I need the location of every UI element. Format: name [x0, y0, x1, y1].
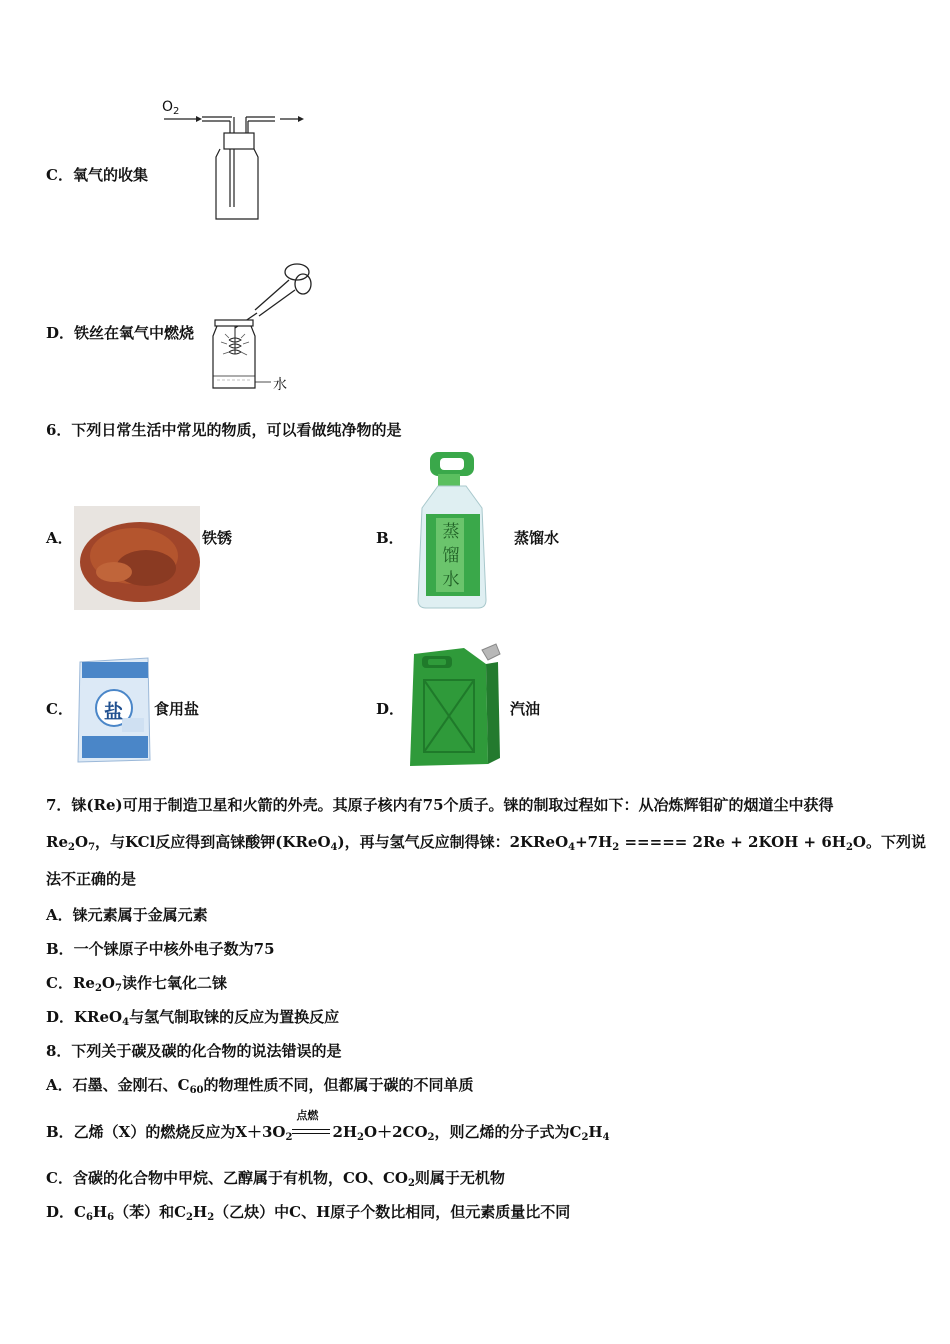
bottle-char-1: 蒸	[442, 522, 460, 542]
bottle-label-text	[438, 520, 464, 592]
q7-text-part: ===== 2Re + 2KOH + 6H	[619, 833, 846, 851]
q6-option-a-letter: A．	[46, 529, 73, 547]
gas-symbol: O	[162, 99, 174, 115]
q7-subscript: 2	[94, 983, 102, 994]
q8-text-part: H	[92, 1203, 108, 1221]
q8-option-a	[46, 1075, 474, 1095]
q7-subscript: 4	[568, 842, 576, 853]
q7-text-part: 读作七氧化二铼	[121, 974, 227, 992]
q8-subscript: 2	[407, 1178, 415, 1189]
q7-option-a: A．铼元素属于金属元素	[46, 906, 208, 924]
q8-subscript: 4	[602, 1132, 610, 1143]
q7-text-part: C．Re	[46, 974, 95, 992]
q8-text-part: （乙炔）中C、H原子个数比相同，但元素质量比不同	[214, 1203, 571, 1221]
q7-subscript: 4	[122, 1017, 130, 1028]
q8-subscript: 2	[186, 1212, 193, 1223]
q6-option-b-text: 蒸馏水	[514, 529, 560, 547]
iron-burning-drawing	[205, 258, 325, 398]
q7-option-c	[46, 973, 227, 993]
distilled-water-bottle	[412, 450, 492, 612]
q8-text-part: 则属于无机物	[414, 1169, 505, 1187]
q5-option-c-label: C．氧气的收集	[46, 166, 148, 184]
water-label: 水	[273, 377, 287, 393]
q8-text-part: （苯）和C	[114, 1203, 187, 1221]
reaction-condition: 点燃	[296, 1109, 319, 1122]
q7-text-part: D．KReO	[46, 1008, 123, 1026]
q7-text-part: +7H	[575, 833, 613, 851]
q8-option-d	[46, 1202, 570, 1222]
q6-option-c-letter: C．	[46, 700, 73, 718]
q8-text-part: ，则乙烯的分子式为C	[434, 1123, 582, 1141]
q8-subscript: 6	[85, 1212, 93, 1223]
q8-text-part: O＋2CO	[364, 1123, 428, 1141]
q7-text-part: ，与KCl反应得到高铼酸钾(KReO	[95, 833, 331, 851]
q7-text-part: )，再与氢气反应制得铼：2KReO	[337, 833, 569, 851]
bottle-char-2: 馏	[442, 546, 460, 566]
q6-option-d-letter: D．	[376, 700, 405, 718]
q8-subscript: 60	[189, 1085, 204, 1096]
gas-label-o2	[162, 99, 179, 115]
q7-text-part: 与氢气制取铼的反应为置换反应	[129, 1008, 340, 1026]
q7-text-part: O	[101, 974, 115, 992]
rust-pile-drawing	[74, 506, 200, 610]
q7-subscript: 7	[115, 983, 122, 994]
gasoline-jerrycan	[404, 640, 502, 770]
q8-text-part: C．含碳的化合物中甲烷、乙醇属于有机物，CO、CO	[46, 1169, 408, 1187]
bottle-char-3: 水	[442, 570, 460, 590]
q8-text-part: B．乙烯（X）的燃烧反应为X＋3O	[46, 1123, 286, 1141]
q8-text-part: 的物理性质不同，但都属于碳的不同单质	[203, 1076, 474, 1094]
q8-stem: 8．下列关于碳及碳的化合物的说法错误的是	[46, 1042, 342, 1060]
q8-text-part: H	[193, 1203, 208, 1221]
q7-stem-line-3: 法不正确的是	[46, 870, 137, 888]
q6-stem: 6．下列日常生活中常见的物质，可以看做纯净物的是	[46, 421, 402, 439]
q8-subscript: 6	[107, 1212, 115, 1223]
jerrycan-drawing	[404, 640, 502, 770]
q7-subscript: 2	[845, 842, 853, 853]
q7-text-part: O	[74, 833, 89, 851]
gas-subscript: 2	[173, 106, 180, 117]
salt-package	[76, 656, 152, 764]
q8-option-c	[46, 1168, 505, 1188]
q8-subscript: 2	[427, 1132, 435, 1143]
salt-label: 盐	[104, 701, 124, 723]
q8-text-part: D．C	[46, 1203, 86, 1221]
q7-subscript: 4	[330, 842, 338, 853]
q6-option-b-letter: B．	[376, 529, 404, 547]
q6-option-c-text: 食用盐	[154, 700, 200, 718]
q7-subscript: 7	[88, 842, 96, 853]
q8-subscript: 2	[581, 1132, 589, 1143]
q7-subscript: 2	[68, 842, 75, 853]
q6-option-a-text: 铁锈	[202, 529, 233, 547]
q7-text-part: O。下列说	[852, 833, 926, 851]
q8-text-part: H	[588, 1123, 603, 1141]
q7-subscript: 2	[612, 842, 620, 853]
iron-burning-apparatus	[205, 258, 325, 398]
q7-option-b: B．一个铼原子中核外电子数为75	[46, 940, 275, 958]
q7-option-d	[46, 1007, 339, 1027]
reaction-arrow	[292, 1109, 332, 1142]
q8-subscript: 2	[285, 1132, 293, 1143]
q6-option-d-text: 汽油	[510, 700, 541, 718]
q8-subscript: 2	[357, 1132, 365, 1143]
q8-text-part: A．石墨、金刚石、C	[46, 1076, 190, 1094]
q7-text-part: Re	[46, 833, 69, 851]
reaction-double-line	[292, 1129, 330, 1134]
q8-option-b	[46, 1109, 610, 1143]
rust-photo	[74, 506, 200, 610]
q5-option-d-label: D．铁丝在氧气中燃烧	[46, 324, 195, 342]
q7-stem-line-1: 7．铼(Re)可用于制造卫星和火箭的外壳。其原子核内有75个质子。铼的制取过程如下：从冶炼辉钼矿的烟道尘中获得	[46, 796, 834, 814]
gas-collection-apparatus	[150, 95, 310, 225]
q8-subscript: 2	[207, 1212, 215, 1223]
q8-text-part: 2H	[332, 1123, 358, 1141]
q7-stem-line-2	[46, 832, 926, 852]
